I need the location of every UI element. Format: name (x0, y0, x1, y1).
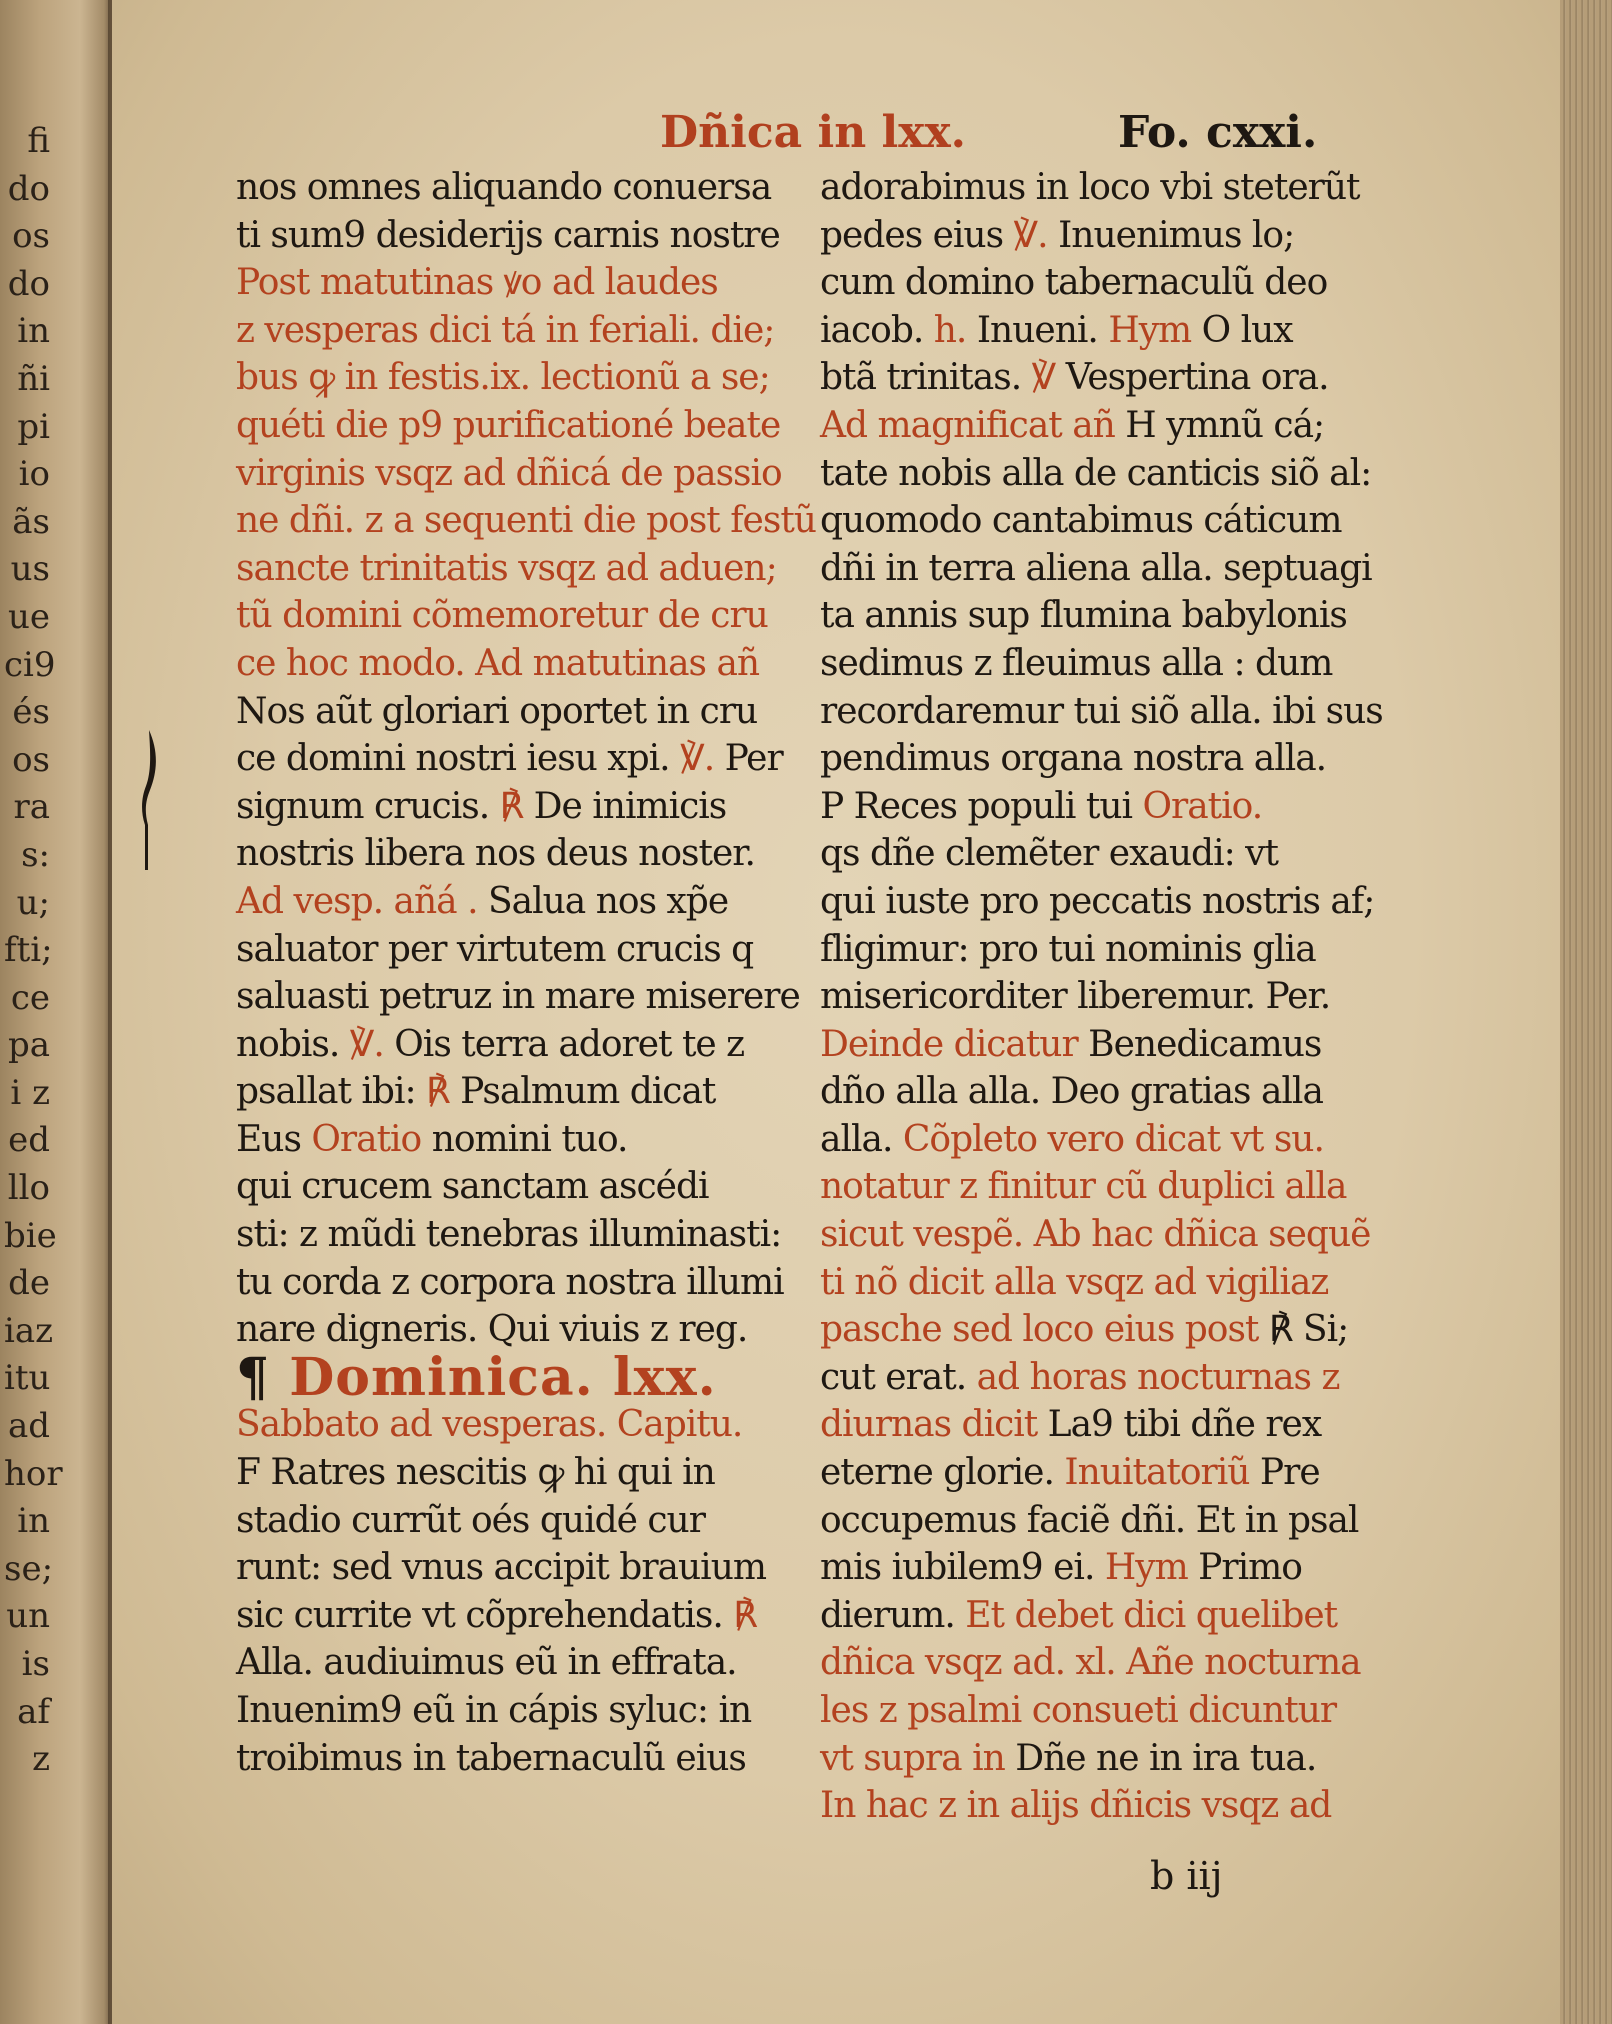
body-text: dñi in terra aliena alla. septuagi (820, 547, 1372, 589)
text-line (820, 545, 1406, 593)
text-line (820, 1259, 1406, 1307)
body-text: nos omnes aliquando conuersa (236, 167, 772, 208)
text-line (236, 1592, 792, 1640)
rubric-text: vt supra in (820, 1737, 1016, 1779)
text-line (820, 1639, 1406, 1687)
rubric-text: Sabbato ad vesperas. Capitu. (236, 1404, 743, 1446)
body-text: ta annis sup flumina babylonis (820, 595, 1347, 637)
text-line (820, 1401, 1406, 1449)
body-text: occupemus faciẽ dñi. Et in psal (820, 1499, 1359, 1541)
text-line (236, 1687, 792, 1735)
text-line (820, 1544, 1406, 1592)
margin-fragment: ad (7, 1406, 50, 1447)
body-text: Inuenimus lo; (1058, 214, 1295, 256)
text-line (820, 688, 1406, 736)
text-line (820, 1211, 1406, 1259)
body-text: sic currite vt cõprehendatis. (236, 1594, 734, 1636)
body-text: dño alla alla. Deo gratias alla (820, 1071, 1323, 1113)
body-text: alla. (820, 1118, 903, 1160)
body-text: btã trinitas. (820, 357, 1032, 399)
rubric-text: bus ꝙ in festis.ix. lectionũ a se; (236, 357, 770, 399)
rubric-text: ℟ (499, 785, 534, 827)
text-line (236, 783, 792, 831)
rubric-text: Inuitatoriũ (1064, 1452, 1260, 1494)
text-line (820, 1735, 1406, 1783)
rubric-text: Oratio (311, 1118, 432, 1160)
text-column-right (820, 164, 1406, 1830)
rubric-text: Cõpleto vero dicat vt su. (902, 1118, 1324, 1160)
text-line (820, 783, 1406, 831)
rubric-text: Deinde dicatur (820, 1023, 1089, 1065)
text-line (236, 1735, 792, 1783)
body-text: Alla. audiuimus eũ in effrata. (236, 1642, 737, 1684)
margin-fragment: hor (4, 1453, 63, 1494)
text-line (236, 1544, 792, 1592)
text-line (236, 1021, 792, 1069)
folio-number: Fo. cxxi. (1118, 107, 1318, 158)
body-text: nare digneris. Qui viuis z reg. (236, 1309, 748, 1351)
body-text: ℟ Si; (1268, 1309, 1349, 1351)
text-line (236, 1116, 792, 1164)
text-line (236, 1163, 792, 1211)
margin-fragment: s: (21, 834, 50, 875)
rubric-text: virginis vsqz ad dñicá de passio (236, 452, 782, 494)
text-line (236, 1346, 792, 1408)
margin-fragment: z (32, 1739, 50, 1780)
signature-mark: b iij (1150, 1854, 1223, 1898)
margin-fragment: llo (7, 1168, 50, 1209)
margin-fragment: ci9 (4, 644, 56, 685)
rubric-text: Post matutinas ꝟo ad laudes (236, 262, 718, 304)
text-line (820, 1306, 1406, 1354)
body-text: ti sum9 desiderijs carnis nostre (236, 214, 780, 256)
margin-fragment: ra (13, 787, 50, 828)
text-line (820, 402, 1406, 450)
text-line (820, 830, 1406, 878)
text-line (820, 1068, 1406, 1116)
margin-fragment: de (8, 1263, 50, 1304)
body-text: saluasti petruz in mare miserere (236, 976, 800, 1018)
margin-fragment: fi (27, 121, 50, 161)
text-line (236, 402, 792, 450)
text-line (236, 1449, 792, 1497)
rubric-text: h. (933, 309, 977, 351)
margin-fragment: us (10, 549, 50, 590)
margin-fragment: fti; (4, 930, 53, 971)
running-title: Dñica in lxx. (660, 107, 967, 158)
text-line (820, 735, 1406, 783)
text-line (820, 1116, 1406, 1164)
rubric-text: tũ domini cõmemoretur de cru (236, 595, 768, 637)
body-text: Benedicamus (1088, 1023, 1322, 1065)
text-line (236, 592, 792, 640)
left-page-margin-text (4, 118, 63, 1784)
margin-fragment: ãs (12, 501, 50, 542)
text-line (236, 1401, 792, 1449)
body-text: adorabimus in loco vbi steterũt (820, 167, 1360, 208)
text-line (820, 354, 1406, 402)
body-text: P Reces populi tui (820, 785, 1143, 827)
rubric-text: diurnas dicit (820, 1404, 1048, 1446)
body-text: De inimicis (533, 785, 727, 827)
text-line (820, 1021, 1406, 1069)
body-text: qui crucem sanctam ascédi (236, 1166, 709, 1208)
rubric-text: sancte trinitatis vsqz ad aduen; (236, 547, 777, 589)
text-line (236, 1639, 792, 1687)
margin-fragment: io (18, 454, 50, 495)
text-line (236, 1259, 792, 1307)
body-text: sti: z mũdi tenebras illuminasti: (236, 1214, 782, 1256)
body-text: pendimus organa nostra alla. (820, 738, 1327, 780)
margin-fragment: do (7, 168, 50, 209)
body-text: sedimus z fleuimus alla : dum (820, 642, 1333, 684)
body-text: stadio currũt oés quidé cur (236, 1499, 705, 1541)
margin-fragment: os (12, 739, 50, 780)
margin-fragment: do (7, 263, 50, 304)
margin-fragment: iaz (4, 1310, 54, 1351)
text-line (820, 592, 1406, 640)
text-line (820, 497, 1406, 545)
text-line (236, 497, 816, 545)
body-text: iacob. (820, 309, 934, 351)
text-line (236, 259, 792, 307)
body-text: qui iuste pro peccatis nostris af; (820, 880, 1375, 922)
body-text: Eus (236, 1118, 312, 1160)
body-text: La9 tibi dñe rex (1047, 1404, 1322, 1446)
rubric-text: Oratio. (1142, 785, 1263, 827)
text-line (820, 973, 1406, 1021)
margin-fragment: is (21, 1644, 50, 1684)
body-text: runt: sed vnus accipit brauium (236, 1547, 767, 1589)
text-line (820, 1163, 1406, 1211)
rubric-text: ad horas nocturnas z (976, 1356, 1340, 1398)
body-text: dierum. (820, 1594, 966, 1636)
body-text: troibimus in tabernaculũ eius (236, 1737, 746, 1779)
body-text: cut erat. (820, 1356, 977, 1398)
text-line (820, 259, 1406, 307)
margin-fragment: ed (8, 1120, 50, 1161)
text-line (236, 212, 792, 260)
rubric-text: ti nõ dicit alla vsqz ad vigiliaz (820, 1261, 1329, 1303)
text-line (820, 212, 1406, 260)
text-line (236, 878, 792, 926)
rubric-text: ℟ (733, 1594, 757, 1636)
body-text: cum domino tabernaculũ deo (820, 262, 1328, 304)
page-edges (1560, 0, 1612, 2024)
body-text: Nos aũt gloriari oportet in cru (236, 690, 758, 732)
body-text: Primo (1198, 1547, 1302, 1589)
margin-fragment: és (12, 692, 50, 733)
text-line (236, 973, 800, 1021)
rubric-text: pasche sed loco eius post (820, 1309, 1269, 1351)
body-text: tu corda z corpora nostra illumi (236, 1261, 784, 1303)
ink-flourish-icon (136, 730, 162, 870)
margin-fragment: bie (4, 1215, 57, 1256)
body-text: F Ratres nescitis ꝙ hi qui in (236, 1452, 715, 1494)
rubric-text: ℣. (1013, 214, 1059, 256)
body-text: Ois terra adoret te z (394, 1023, 745, 1065)
rubric-text: quéti die p9 purificationé beate (236, 404, 781, 446)
body-text: misericorditer liberemur. Per. (820, 976, 1331, 1018)
margin-fragment: i z (10, 1072, 50, 1113)
text-line (820, 640, 1406, 688)
body-text: O lux (1201, 309, 1293, 351)
margin-fragment: se; (4, 1548, 54, 1589)
text-line (236, 1497, 792, 1545)
margin-fragment: u; (16, 882, 50, 923)
rubric-text: sicut vespẽ. Ab hac dñica sequẽ (820, 1214, 1371, 1256)
text-column-left (236, 164, 816, 1782)
body-text: Pre (1259, 1452, 1320, 1494)
body-text: H ymnũ cá; (1125, 404, 1325, 446)
text-line (820, 926, 1406, 974)
rubric-text: dñica vsqz ad. xl. Añe nocturna (820, 1642, 1361, 1684)
margin-fragment: os (12, 216, 50, 257)
body-text: quomodo cantabimus cáticum (820, 500, 1342, 542)
text-line (820, 307, 1406, 355)
margin-fragment: pa (7, 1025, 50, 1066)
rubric-text: ℟ (426, 1071, 461, 1113)
text-line (820, 1449, 1406, 1497)
body-text: eterne glorie. (820, 1452, 1065, 1494)
margin-fragment: af (17, 1691, 50, 1732)
rubric-text: Hym (1108, 309, 1202, 351)
body-text: Vespertina ora. (1065, 357, 1329, 399)
text-line (236, 545, 792, 593)
rubric-text: In hac z in alijs dñicis vsqz ad (820, 1785, 1332, 1827)
body-text: psallat ibi: (236, 1071, 427, 1113)
rubric-text: ne dñi. z a sequenti die post festũ (236, 500, 816, 542)
body-text: recordaremur tui siõ alla. ibi sus (820, 690, 1383, 732)
body-text: tate nobis alla de canticis siõ al: (820, 452, 1372, 494)
margin-fragment: pi (17, 406, 50, 447)
margin-fragment: ce (10, 977, 50, 1018)
text-line (820, 1687, 1406, 1735)
text-line (236, 688, 792, 736)
margin-fragment: in (17, 311, 50, 352)
text-line (236, 164, 792, 212)
body-text: Dñe ne in ira tua. (1015, 1737, 1317, 1779)
body-text: Inuenim9 eũ in cápis syluc: in (236, 1690, 752, 1731)
text-line (236, 354, 792, 402)
text-line (820, 1354, 1406, 1402)
body-text: nobis. (236, 1023, 350, 1065)
rubric-text: Ad vesp. añá . (236, 880, 488, 922)
rubric-text: Hym (1104, 1547, 1199, 1589)
margin-fragment: in (17, 1501, 50, 1542)
body-text: pedes eius (820, 214, 1014, 256)
body-text: signum crucis. (236, 785, 500, 827)
text-line (236, 926, 792, 974)
body-text: Salua nos xp̃e (487, 880, 729, 922)
text-line (236, 830, 792, 878)
text-line (236, 735, 792, 783)
text-line (820, 1782, 1406, 1830)
text-line (236, 1068, 792, 1116)
rubric-text: ce hoc modo. Ad matutinas añ (236, 642, 760, 684)
text-line (236, 640, 792, 688)
body-text: saluator per virtutem crucis q (236, 928, 754, 970)
text-line (236, 1211, 792, 1259)
rubric-text: ℣. (680, 738, 725, 780)
text-line (236, 450, 792, 498)
rubric-text: notatur z finitur cũ duplici alla (820, 1166, 1347, 1208)
margin-fragment: ñi (17, 358, 50, 399)
body-text: Psalmum dicat (460, 1071, 716, 1113)
margin-fragment: un (6, 1596, 50, 1637)
rubric-text: Et debet dici quelibet (965, 1594, 1338, 1636)
body-text: ce domini nostri iesu xpi. (236, 738, 681, 780)
text-line (236, 307, 792, 355)
text-line (820, 164, 1406, 212)
body-text: qs dñe clemẽter exaudi: vt (820, 833, 1278, 875)
text-line (820, 1592, 1406, 1640)
rubric-text: Dominica. lxx. (289, 1346, 717, 1408)
rubric-text: ℣. (349, 1023, 395, 1065)
body-text: mis iubilem9 ei. (820, 1547, 1105, 1589)
text-line (820, 1497, 1406, 1545)
rubric-text: z vesperas dici tá in feriali. die; (236, 309, 775, 351)
body-text: nomini tuo. (431, 1118, 628, 1160)
margin-fragment: itu (4, 1358, 51, 1399)
text-line (820, 450, 1406, 498)
rubric-text: les z psalmi consueti dicuntur (820, 1690, 1337, 1731)
rubric-text: ℣ (1031, 357, 1066, 399)
rubric-text: Ad magnificat añ (820, 404, 1126, 446)
body-text: fligimur: pro tui nominis glia (820, 928, 1316, 970)
body-text: nostris libera nos deus noster. (236, 833, 755, 875)
body-text: Per (724, 738, 783, 780)
body-text: ¶ (236, 1346, 290, 1408)
margin-fragment: ue (7, 596, 50, 637)
text-line (820, 878, 1406, 926)
body-text: Inueni. (976, 309, 1109, 351)
